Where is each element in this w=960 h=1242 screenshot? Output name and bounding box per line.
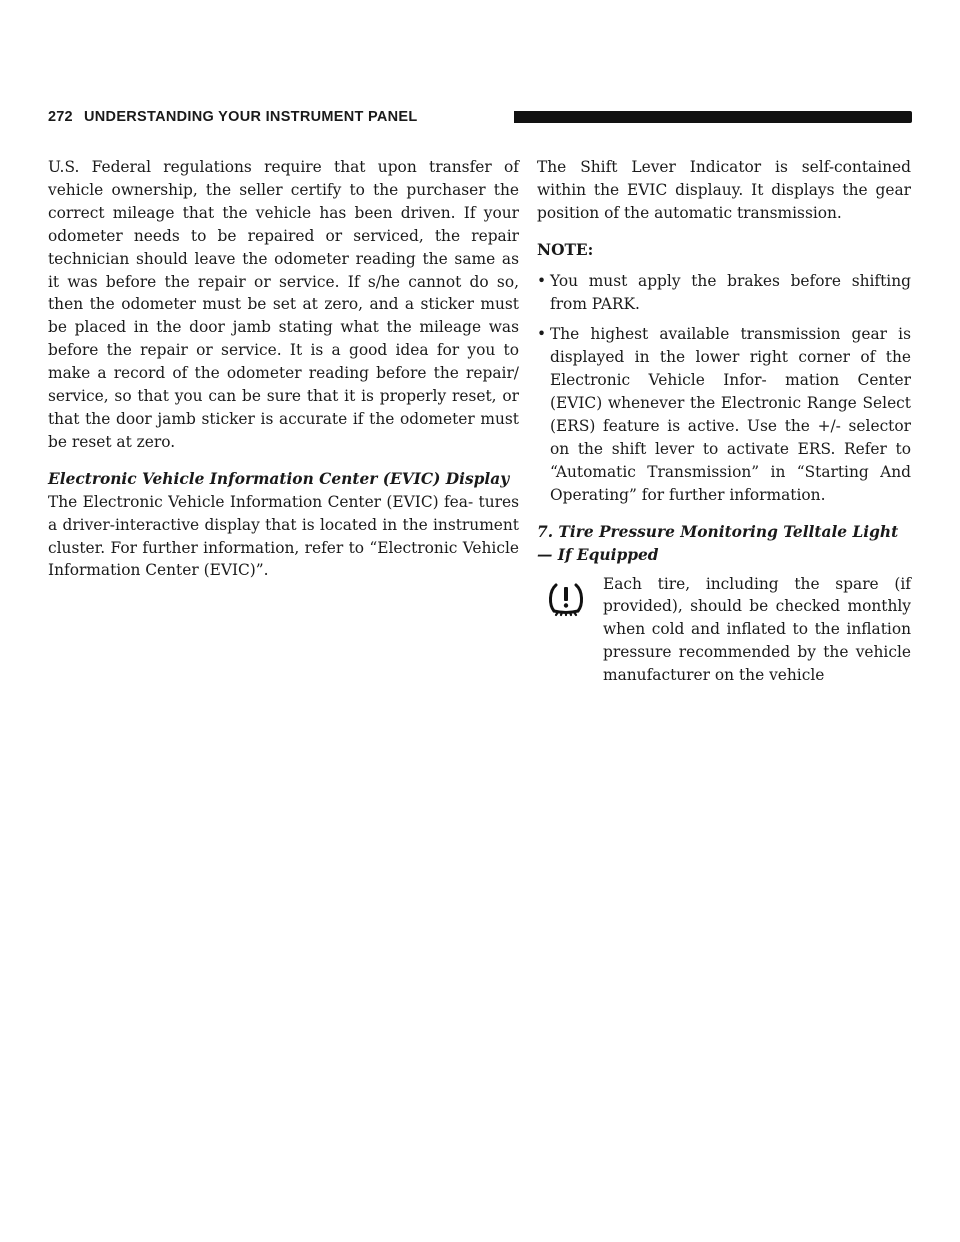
header-rule [514,111,912,123]
tpms-section [537,573,911,688]
note-bullet [537,270,911,316]
evic-paragraph: The Electronic Vehicle Information Center (EVIC) fea- tures a driver-interactive display that is located in the instrument cluster. For further information, refer to “Electronic Vehicle Information Center (EVIC)”. [48,492,519,580]
shift-indicator-paragraph: The Shift Lever Indicator is self-contained within the EVIC displauy. It displays the gear position of the automatic transmission. [537,158,911,222]
note-bullet [537,323,911,506]
tire-pressure-warning-icon [547,581,585,617]
tpms-heading: 7. Tire Pressure Monitoring Telltale Light — If Equipped [537,522,899,564]
left-column [48,156,519,582]
right-column [537,156,911,687]
page-number: 272 [48,109,73,125]
bullet-dot: • [537,325,547,344]
tpms-paragraph: Each tire, including the spare (if provided), should be checked monthly when cold and inflated to the inflation pressure recommended by the vehicle manufacturer on the vehicle [603,574,911,685]
bullet-dot: • [537,271,547,290]
bullet-text: The highest available transmission gear is displayed in the lower right corner of the Electronic Vehicle Infor- mation Center (EVIC) whenever the Electronic Range Select (ERS) feature is active. Use the +/- selector on the shift lever to activate ERS. Refer to “Automatic Transmission” in “Starting And Operating” for further information. [550,325,911,504]
evic-heading: Electronic Vehicle Information Center (EVIC) Display [48,469,510,488]
section-title: UNDERSTANDING YOUR INSTRUMENT PANEL [84,109,418,125]
odometer-paragraph: U.S. Federal regulations require that upon transfer of vehicle ownership, the seller certify to the purchaser the correct mileage that the vehicle has been driven. If your odometer needs to be repaired or serviced, the repair technician should leave the odometer reading the same as it was before the repair or service. If s/he cannot do so, then the odometer must be set at zero, and a sticker must be placed in the door jamb stating what the mileage was before the repair or service. It is a good idea for you to make a record of the odometer reading before the repair/ service, so that you can be sure that it is properly reset, or that the door jamb sticker is accurate if the odometer must be reset at zero. [48,158,519,451]
note-label: NOTE: [537,240,594,259]
page-header [48,108,912,128]
bullet-text: You must apply the brakes before shifting from PARK. [550,271,911,313]
